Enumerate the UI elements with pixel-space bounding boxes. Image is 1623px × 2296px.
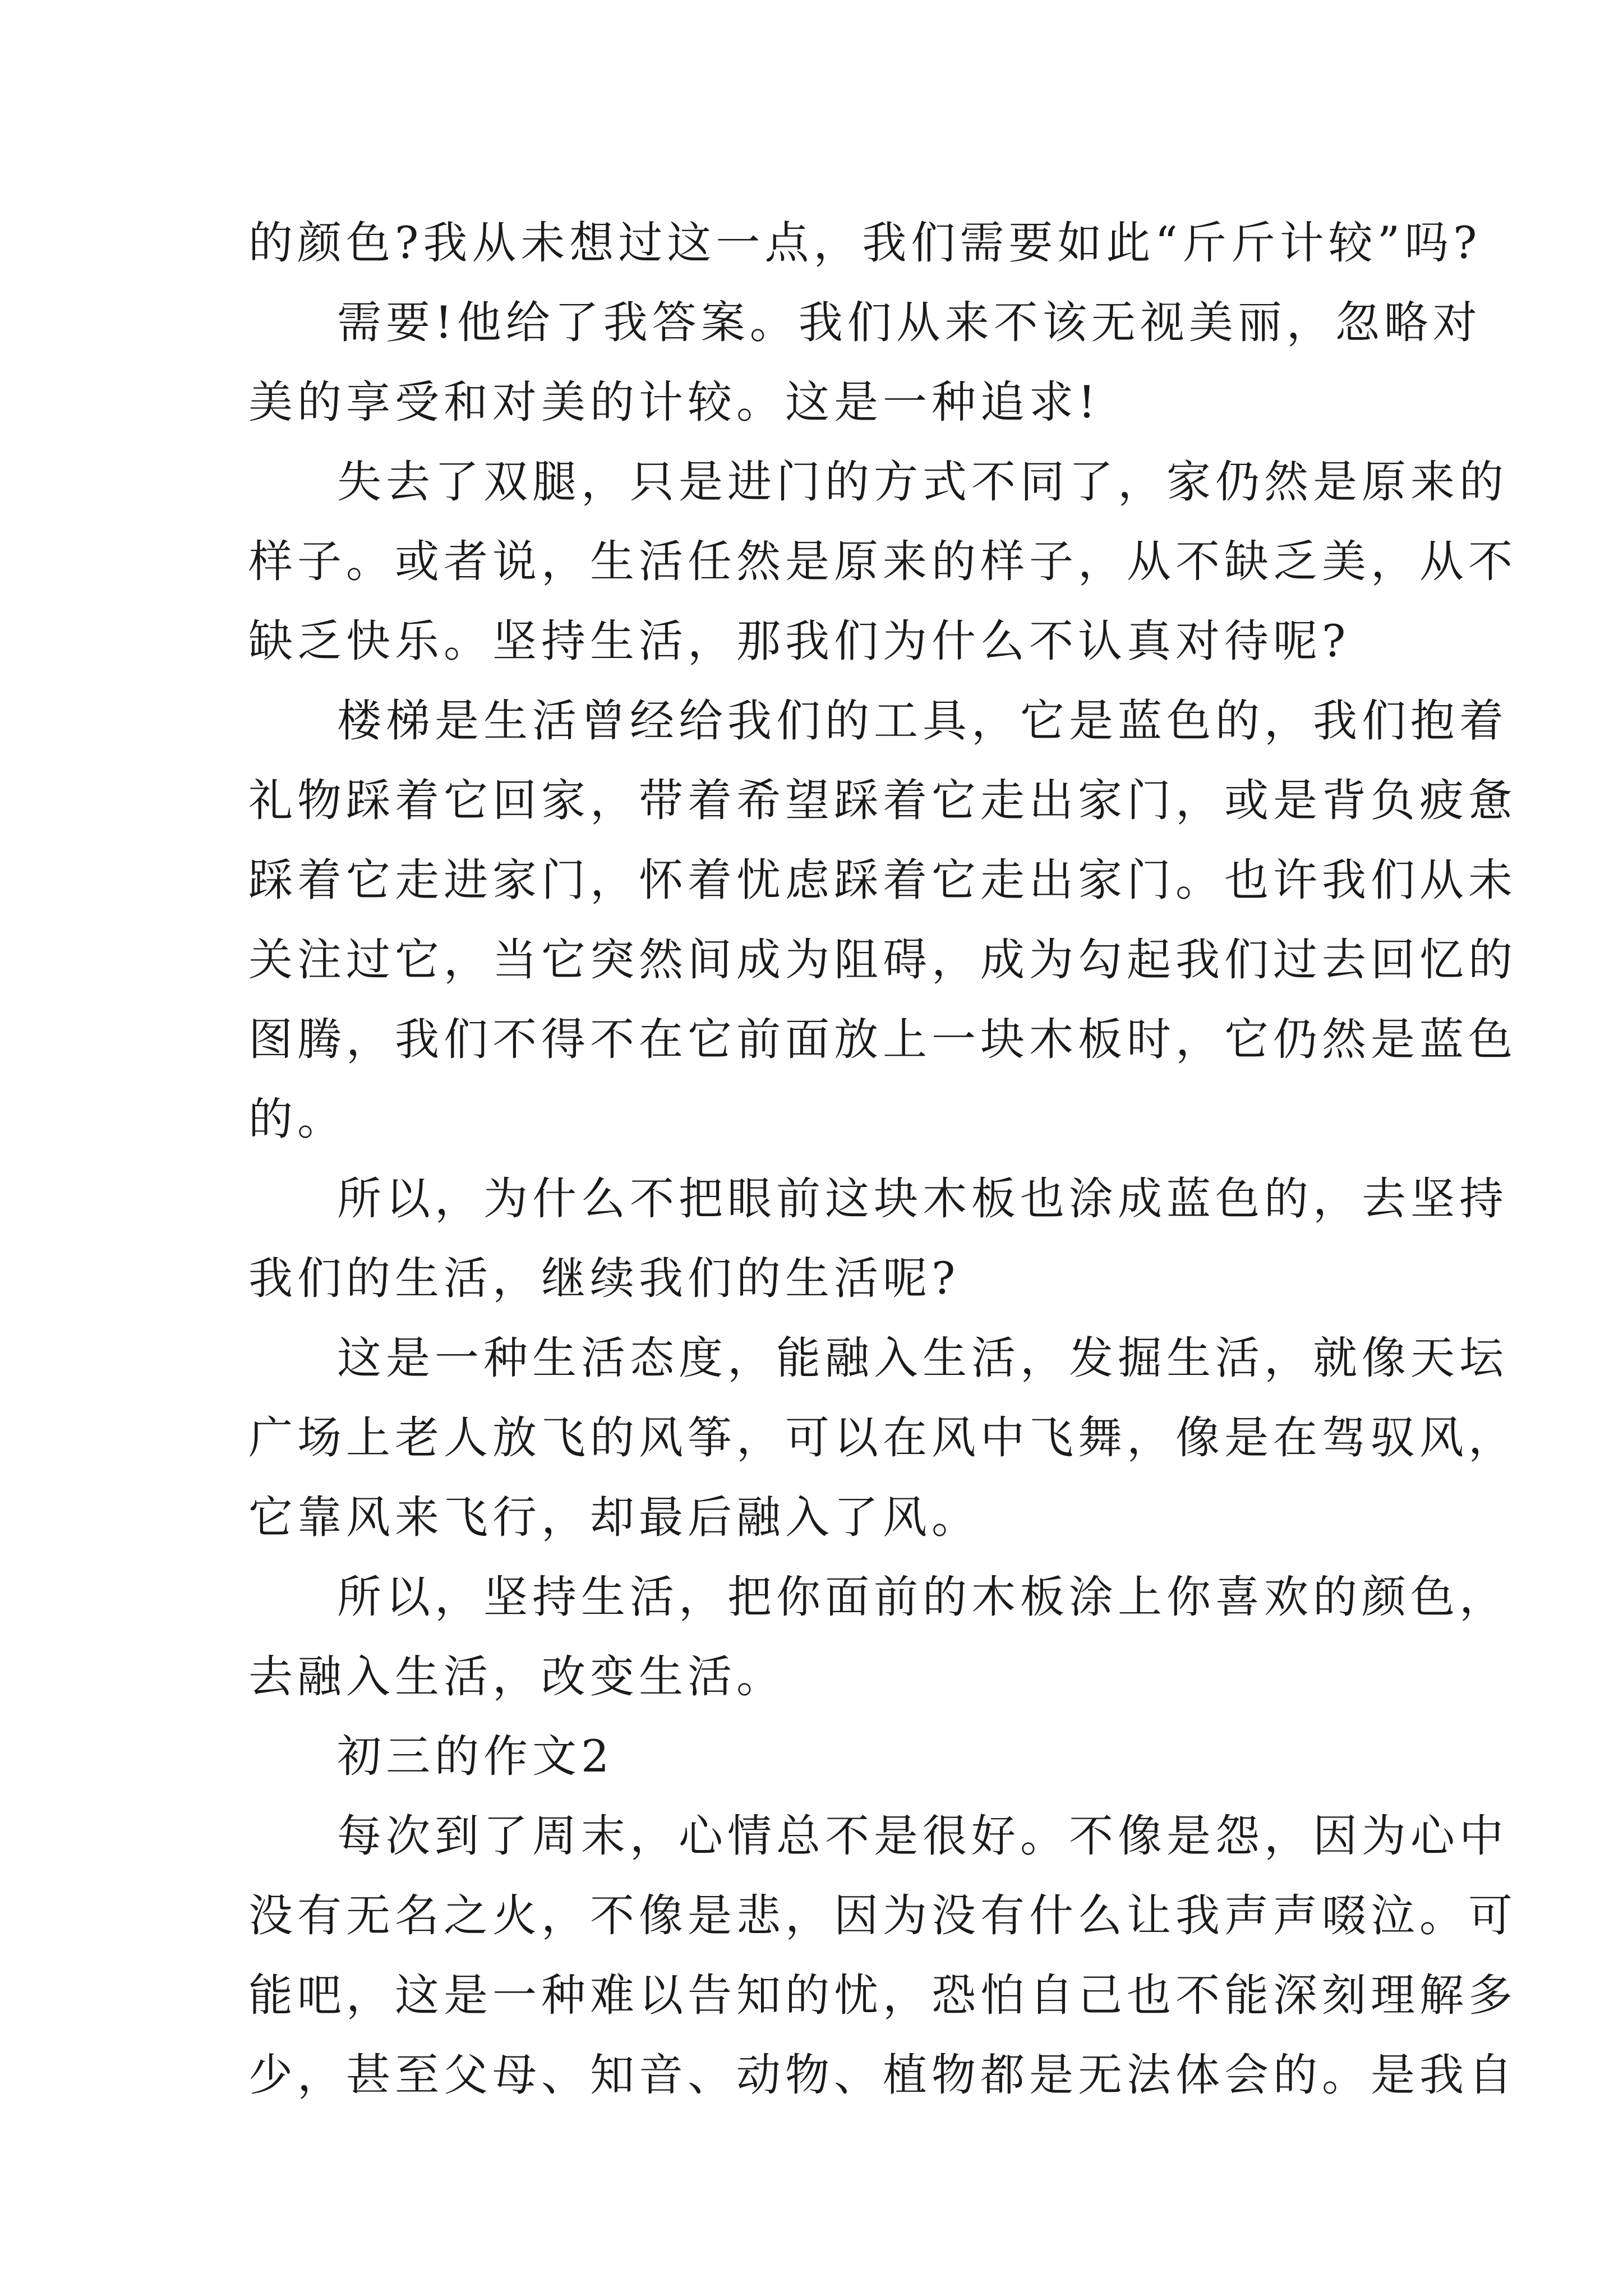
- text-line: 少，甚至父母、知音、动物、植物都是无法体会的。是我自: [248, 2049, 1517, 2101]
- paragraph: [248, 681, 1517, 1159]
- text-line: 去融入生活，改变生活。: [248, 1651, 785, 1703]
- paragraph: [248, 1796, 1517, 2115]
- text-line: 所以，为什么不把眼前这块木板也涂成蓝色的，去坚持: [337, 1173, 1508, 1225]
- text-line: 楼梯是生活曾经给我们的工具，它是蓝色的，我们抱着: [337, 695, 1508, 747]
- text-line: 缺乏快乐。坚持生活，那我们为什么不认真对待呢?: [248, 615, 1350, 667]
- essay-body: [248, 203, 1517, 2115]
- text-line: 每次到了周末，心情总不是很好。不像是怨，因为心中: [337, 1810, 1508, 1862]
- text-line: 需要!他给了我答案。我们从来不该无视美丽，忽略对: [337, 297, 1482, 348]
- paragraph: [248, 1557, 1508, 1717]
- text-line: 样子。或者说，生活任然是原来的样子，从不缺乏美，从不: [248, 536, 1517, 587]
- text-line: 的颜色?我从未想过这一点，我们需要如此“斤斤计较”吗?: [248, 217, 1482, 269]
- paragraph: [248, 1159, 1508, 1318]
- paragraph: [248, 283, 1482, 442]
- paragraph: [248, 1717, 1376, 1796]
- text-line: 图腾，我们不得不在它前面放上一块木板时，它仍然是蓝色: [248, 1014, 1517, 1065]
- text-line: 踩着它走进家门，怀着忧虑踩着它走出家门。也许我们从未: [248, 854, 1517, 906]
- text-line: 没有无名之火，不像是悲，因为没有什么让我声声啜泣。可: [248, 1890, 1517, 1941]
- text-line: 礼物踩着它回家，带着希望踩着它走出家门，或是背负疲惫: [248, 775, 1517, 826]
- text-line: 广场上老人放飞的风筝，可以在风中飞舞，像是在驾驭风，: [248, 1412, 1517, 1464]
- text-line: 能吧，这是一种难以告知的忧，恐怕自己也不能深刻理解多: [248, 1970, 1517, 2021]
- text-line: 所以，坚持生活，把你面前的木板涂上你喜欢的颜色，: [337, 1571, 1508, 1623]
- text-line: 它靠风来飞行，却最后融入了风。: [248, 1492, 980, 1543]
- paragraph: [248, 442, 1517, 681]
- text-line: 我们的生活，继续我们的生活呢?: [248, 1253, 960, 1304]
- paragraph: [248, 203, 1482, 283]
- text-line: 关注过它，当它突然间成为阻碍，成为勾起我们过去回忆的: [248, 934, 1517, 986]
- text-line: 初三的作文2: [337, 1731, 614, 1782]
- text-line: 这是一种生活态度，能融入生活，发掘生活，就像天坛: [337, 1332, 1508, 1384]
- paragraph: [248, 1318, 1517, 1557]
- text-line: 失去了双腿，只是进门的方式不同了，家仍然是原来的: [337, 456, 1508, 508]
- text-line: 的。: [248, 1093, 346, 1145]
- text-line: 美的享受和对美的计较。这是一种追求!: [248, 376, 1100, 428]
